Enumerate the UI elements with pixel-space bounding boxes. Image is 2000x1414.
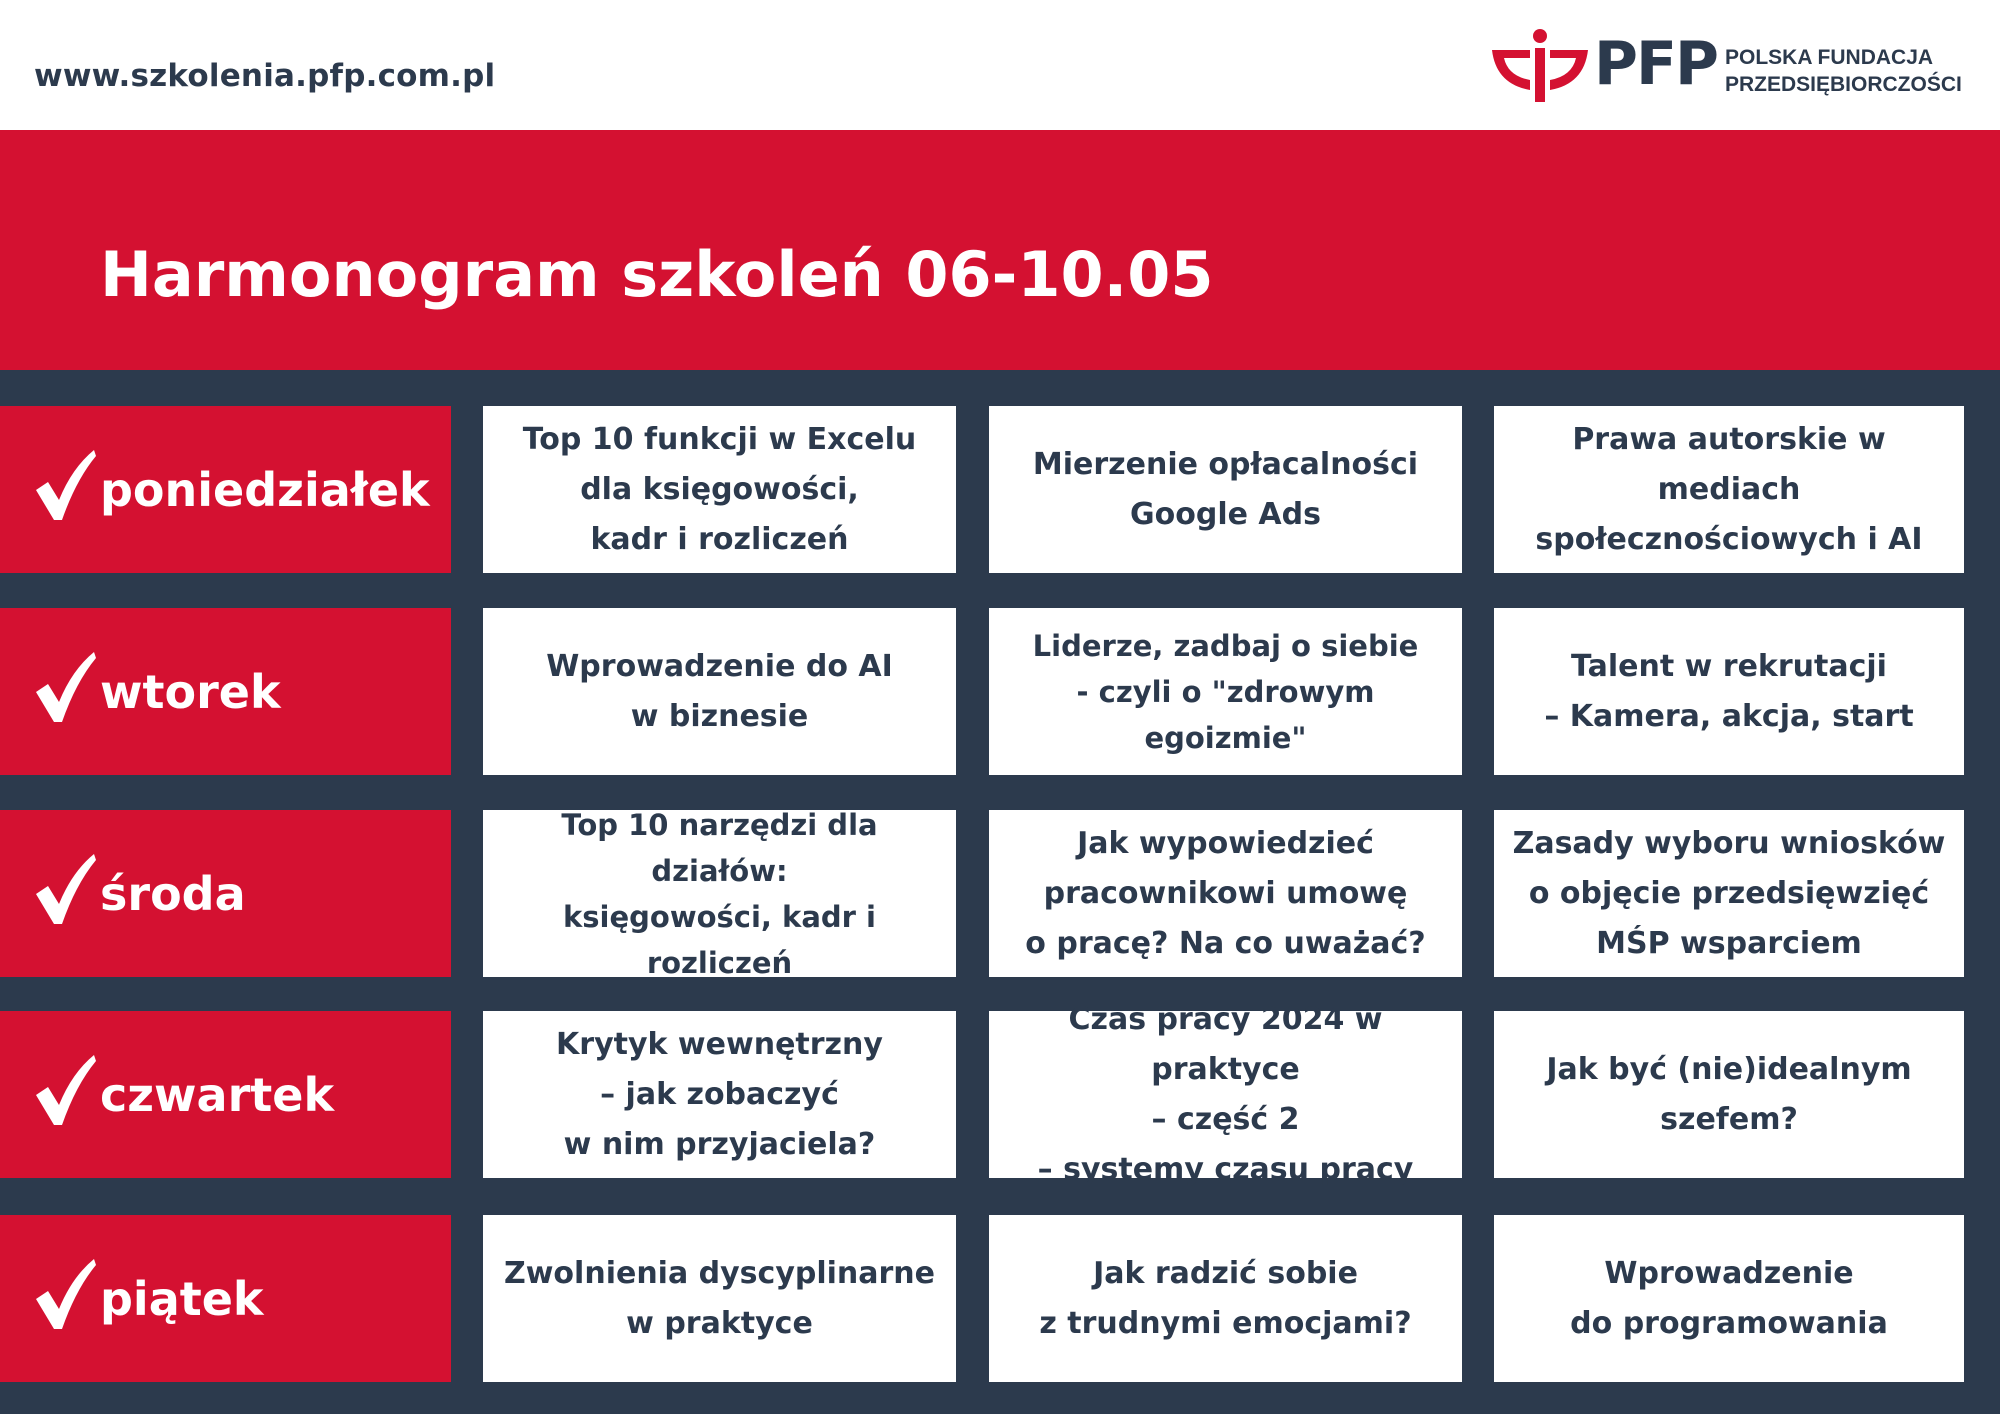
day-label: piątek [100, 1271, 264, 1326]
schedule-grid [0, 370, 2000, 1414]
checkmark-icon [32, 1053, 98, 1127]
page-title: Harmonogram szkoleń 06-10.05 [100, 238, 1214, 311]
session-cell: Top 10 narzędzi dla działów: księgowości, kadr i rozliczeń [483, 810, 956, 977]
logo-letters: PFP [1594, 29, 1717, 99]
day-label: środa [100, 866, 246, 921]
session-cell: Krytyk wewnętrzny – jak zobaczyć w nim przyjaciela? [483, 1011, 956, 1178]
day-friday [0, 1215, 451, 1382]
pfp-logo-icon [1490, 28, 1590, 102]
pfp-logo [1490, 24, 1970, 110]
day-thursday [0, 1011, 451, 1178]
session-cell: Zwolnienia dyscyplinarne w praktyce [483, 1215, 956, 1382]
top-bar [0, 0, 2000, 130]
logo-text [1725, 44, 1962, 98]
day-label: wtorek [100, 664, 281, 719]
checkmark-icon [32, 852, 98, 926]
checkmark-icon [32, 448, 98, 522]
session-cell: Mierzenie opłacalności Google Ads [989, 406, 1462, 573]
session-cell: Jak wypowiedzieć pracownikowi umowę o pracę? Na co uważać? [989, 810, 1462, 977]
day-tuesday [0, 608, 451, 775]
session-cell: Prawa autorskie w mediach społecznościowych i AI [1494, 406, 1964, 573]
day-monday [0, 406, 451, 573]
session-cell: Zasady wyboru wniosków o objęcie przedsięwzięć MŚP wsparciem [1494, 810, 1964, 977]
site-url[interactable]: www.szkolenia.pfp.com.pl [34, 58, 496, 94]
day-label: poniedziałek [100, 462, 430, 517]
session-cell: Jak być (nie)idealnym szefem? [1494, 1011, 1964, 1178]
checkmark-icon [32, 1257, 98, 1331]
session-cell: Talent w rekrutacji – Kamera, akcja, start [1494, 608, 1964, 775]
logo-line-2: PRZEDSIĘBIORCZOŚCI [1725, 73, 1962, 96]
day-label: czwartek [100, 1067, 335, 1122]
session-cell: Liderze, zadbaj o siebie - czyli o "zdrowym egoizmie" [989, 608, 1462, 775]
session-cell: Top 10 funkcji w Excelu dla księgowości, kadr i rozliczeń [483, 406, 956, 573]
title-banner [0, 130, 2000, 370]
session-cell: Wprowadzenie do programowania [1494, 1215, 1964, 1382]
session-cell: Czas pracy 2024 w praktyce – część 2 – systemy czasu pracy [989, 1011, 1462, 1178]
day-wednesday [0, 810, 451, 977]
checkmark-icon [32, 650, 98, 724]
logo-line-1: POLSKA FUNDACJA [1725, 46, 1934, 69]
session-cell: Jak radzić sobie z trudnymi emocjami? [989, 1215, 1462, 1382]
session-cell: Wprowadzenie do AI w biznesie [483, 608, 956, 775]
